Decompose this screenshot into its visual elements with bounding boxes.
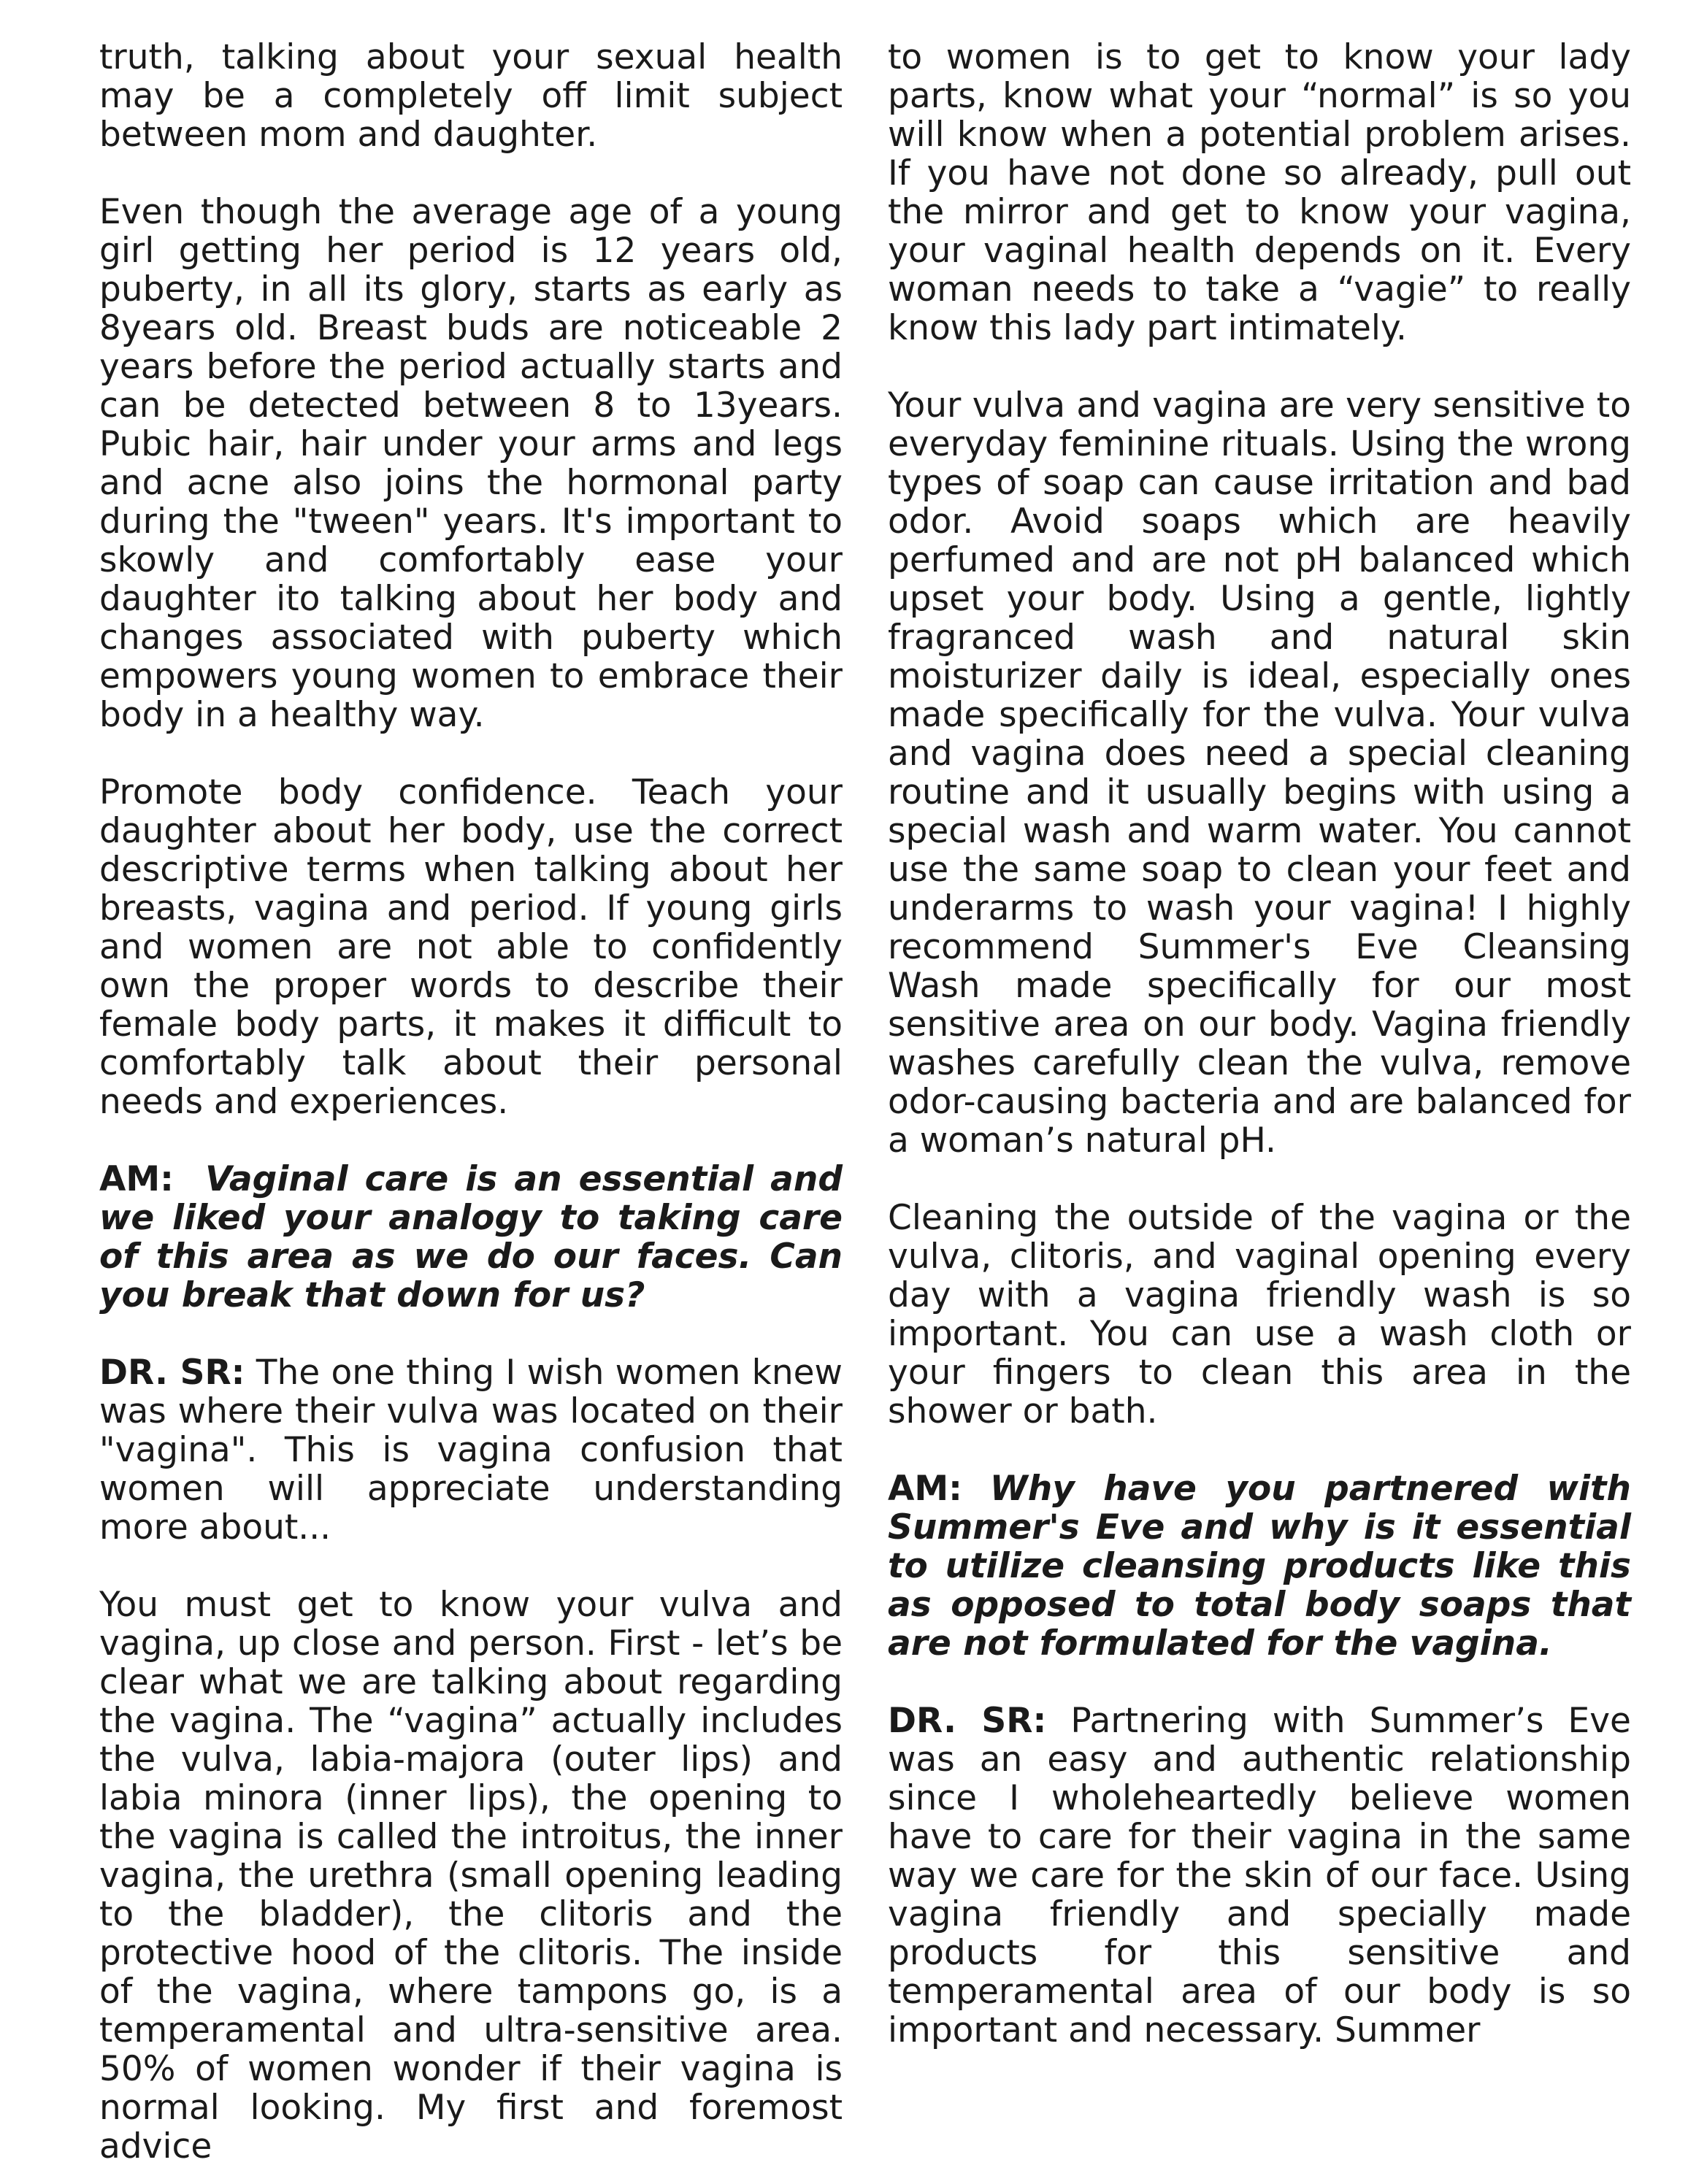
paragraph: Your vulva and vagina are very sensitive to everyday feminine rituals. Using the wrong types of soap can cause irritation and bad odor. Avoid soaps which are heavily perfumed and are not pH balanced which upset your body. Using a gentle, lightly fragranced wash and natural skin moisturizer daily is ideal, especially ones made specifically for the vulva. Your vulva and vagina does need a special cleaning routine and it usually begins with using a special wash and warm water. You cannot use the same soap to clean your feet and underarms to wash your vagina! I highly recommend Summer's Eve Cleansing Wash made specifically for our most sensitive area on our body. Vagina friendly washes carefully clean the vulva, remove odor-causing bacteria and are balanced for a woman’s natural pH.: [888, 385, 1631, 1161]
answer-text: Partnering with Summer’s Eve was an easy and authentic relationship since I wholeheartedly believe women have to care for their vagina in the same way we care for the skin of our face. Using vagina friendly and specially made products for this sensitive and temperamental area of our body is so important and necessary. Summer: [888, 1701, 1631, 2050]
interview-question: [888, 1469, 1631, 1663]
paragraph: Cleaning the outside of the vagina or the vulva, clitoris, and vaginal opening every day with a vagina friendly wash is so important. You can use a wash cloth or your fingers to clean this area in the shower or bath.: [888, 1198, 1631, 1431]
interview-answer: [99, 1353, 843, 1547]
speaker-label: AM:: [888, 1469, 962, 1509]
paragraph: truth, talking about your sexual health may be a completely off limit subject between mom and daughter.: [99, 37, 843, 155]
answer-text: The one thing I wish women knew was where their vulva was located on their "vagina". This is vagina confusion that women will appreciate understanding more about...: [99, 1353, 843, 1547]
speaker-label: DR. SR:: [888, 1701, 1047, 1741]
interview-question: [99, 1160, 843, 1315]
paragraph: Promote body confidence. Teach your daughter about her body, use the correct descriptive terms when talking about her breasts, vagina and period. If young girls and women are not able to confidently own the proper words to describe their female body parts, it makes it difficult to comfortably talk about their personal needs and experiences.: [99, 772, 843, 1122]
paragraph: to women is to get to know your lady parts, know what your “normal” is so you will know when a potential problem arises. If you have not done so already, pull out the mirror and get to know your vagina, your vaginal health depends on it. Every woman needs to take a “vagie” to really know this lady part intimately.: [888, 37, 1631, 348]
left-column: [99, 38, 843, 2166]
question-text: Vaginal care is an essential and we liked your analogy to taking care of this area as we do our faces. Can you break that down for us?: [99, 1159, 843, 1315]
paragraph: Even though the average age of a young girl getting her period is 12 years old, puberty, in all its glory, starts as early as 8years old. Breast buds are noticeable 2 years before the period actually starts and can be detected between 8 to 13years. Pubic hair, hair under your arms and legs and acne also joins the hormonal party during the "tween" years. It's important to skowly and comfortably ease your daughter ito talking about her body and changes associated with puberty which empowers young women to embrace their body in a healthy way.: [99, 192, 843, 735]
right-column: [888, 38, 1631, 2050]
speaker-label: DR. SR:: [99, 1353, 245, 1393]
interview-answer: [888, 1702, 1631, 2050]
paragraph: You must get to know your vulva and vagina, up close and person. First - let’s be clear what we are talking about regarding the vagina. The “vagina” actually includes the vulva, labia-majora (outer lips) and labia minora (inner lips), the opening to the vagina is called the introitus, the inner vagina, the urethra (small opening leading to the bladder), the clitoris and the protective hood of the clitoris. The inside of the vagina, where tampons go, is a temperamental and ultra-sensitive area. 50% of women wonder if their vagina is normal looking. My first and foremost advice: [99, 1585, 843, 2166]
speaker-label: AM:: [99, 1159, 174, 1199]
question-text: Why have you partnered with Summer's Eve and why is it essential to utilize cleansing products like this as opposed to total body soaps that are not formulated for the vagina.: [888, 1469, 1631, 1664]
